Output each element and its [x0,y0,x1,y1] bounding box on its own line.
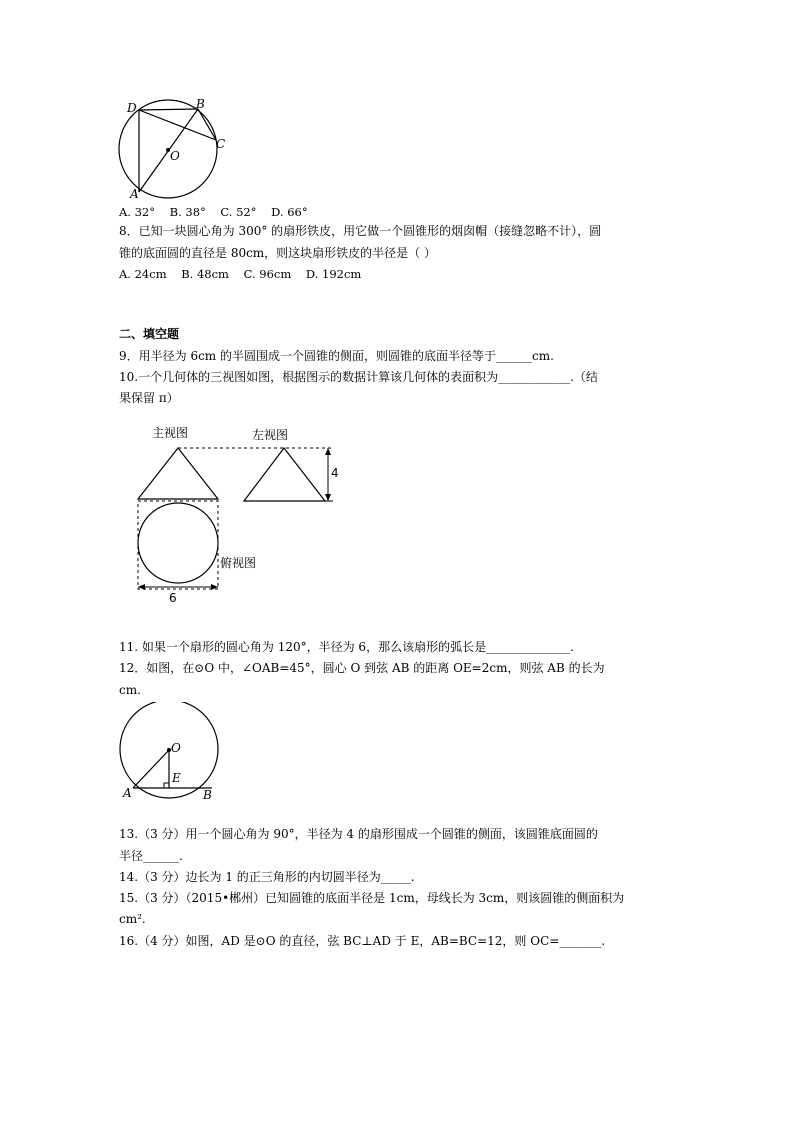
q12-text-line2: cm. [119,683,141,697]
q9-text: 9．用半径为 6cm 的半圆围成一个圆锥的侧面，则圆锥的底面半径等于______cm. [119,349,554,363]
q7-label-d: D [127,101,137,115]
q10-side-view-label: 左视图 [252,428,289,442]
q12-circle-figure [112,702,230,804]
section-title: 二、填空题 [119,327,180,341]
q10-three-view-figure [128,420,354,608]
q7-label-b: B [196,97,205,111]
q7-label-o: O [170,149,180,163]
q16-text: 16.（4 分）如图，AD 是⊙O 的直径，弦 BC⊥AD 于 E，AB=BC=12，则 OC=_______. [119,934,606,948]
q8-text-line1: 8．已知一块圆心角为 300° 的扇形铁皮，用它做一个圆锥形的烟囱帽（接缝忽略不计），圆 [119,224,602,238]
q7-label-a: A [130,187,139,200]
q10-text-line2: 果保留 π） [119,391,179,405]
q10-text-line1: 10.一个几何体的三视图如图，根据图示的数据计算该几何体的表面积为____________.（结 [119,370,598,384]
q13-text-line1: 13.（3 分）用一个圆心角为 90°，半径为 4 的扇形围成一个圆锥的侧面，该圆锥底面圆的 [119,827,598,841]
q7-circle-figure [112,92,240,200]
q10-height-label: 4 [331,466,339,480]
q14-text: 14.（3 分）边长为 1 的正三角形的内切圆半径为_____. [119,870,415,884]
q12-label-b: B [203,788,212,802]
q15-text-line2: cm². [119,912,146,926]
q10-top-view-label: 俯视图 [220,556,257,570]
q10-front-view-label: 主视图 [152,426,189,440]
q7-options: A. 32° B. 38° C. 52° D. 66° [119,205,308,219]
q11-text: 11. 如果一个扇形的圆心角为 120°，半径为 6，那么该扇形的弧长是______________. [119,640,574,654]
q12-text-line1: 12．如图，在⊙O 中，∠OAB=45°，圆心 O 到弦 AB 的距离 OE=2cm，则弦 AB 的长为 [119,661,605,675]
q7-label-c: C [216,137,226,151]
q12-label-o: O [171,741,181,755]
q8-text-line2: 锥的底面圆的直径是 80cm，则这块扇形铁皮的半径是（ ） [119,246,437,260]
q12-label-a: A [123,786,132,800]
q10-width-label: 6 [169,591,177,605]
q8-options: A. 24cm B. 48cm C. 96cm D. 192cm [119,267,362,281]
q15-text-line1: 15.（3 分）（2015•郴州）已知圆锥的底面半径是 1cm，母线长为 3cm，则该圆锥的侧面积为 [119,891,625,905]
q13-text-line2: 半径______. [119,849,183,863]
q12-label-e: E [172,771,181,785]
